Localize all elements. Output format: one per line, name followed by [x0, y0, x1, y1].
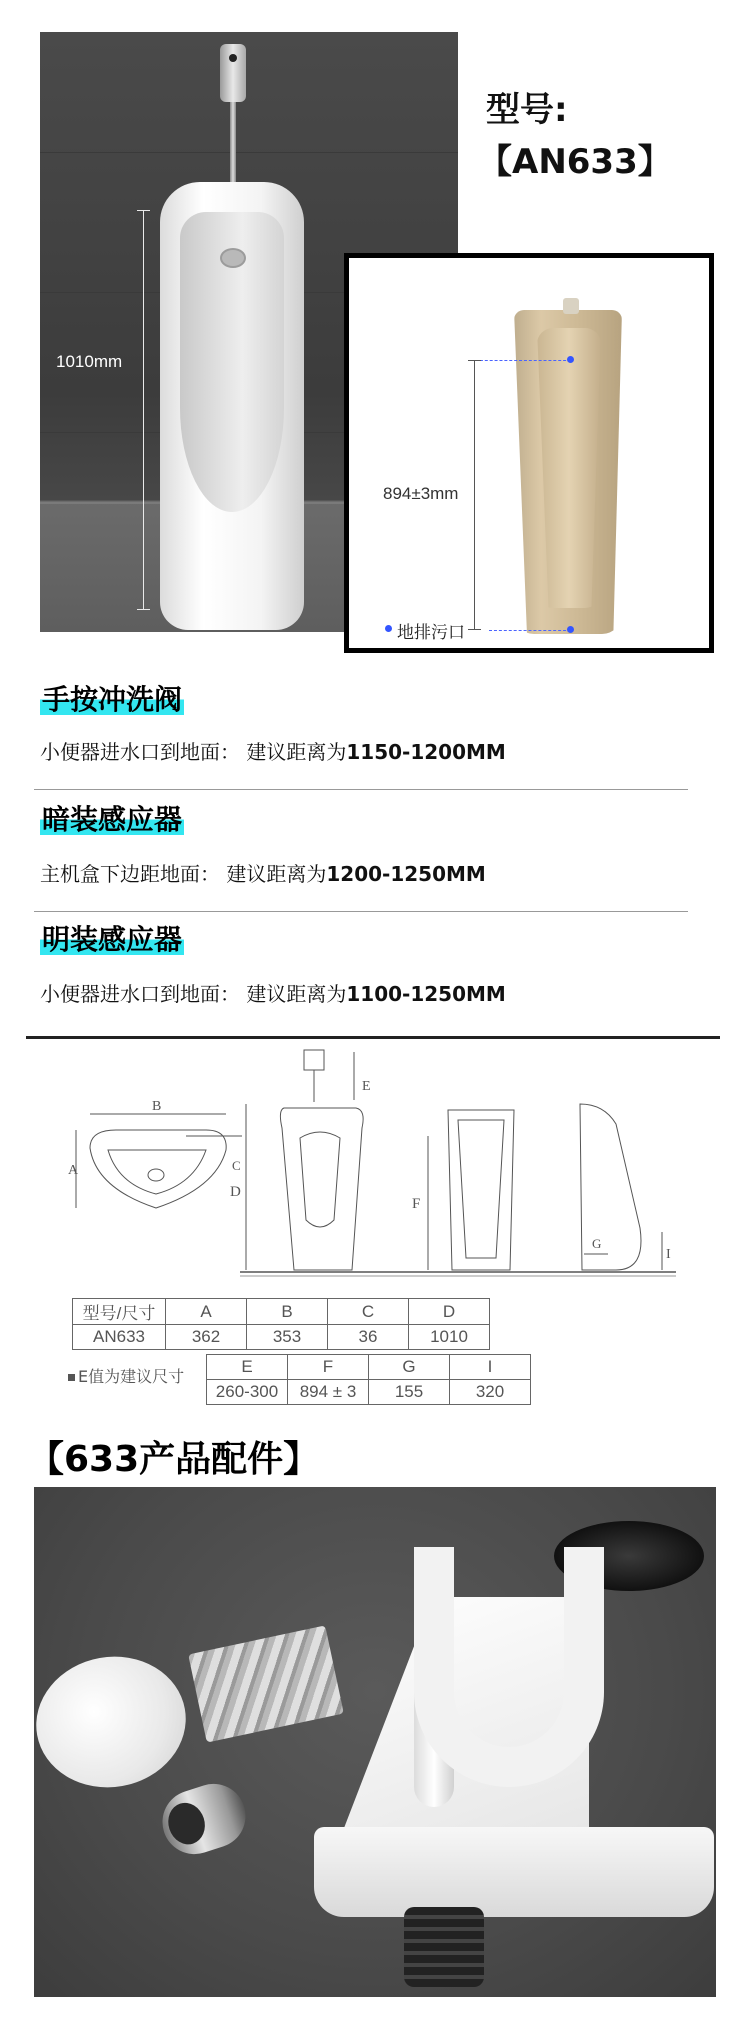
table-cell: 353 [247, 1325, 328, 1350]
model-code: 【AN633】 [478, 142, 672, 182]
table-cell: C [328, 1299, 409, 1325]
table-header-row [207, 1355, 531, 1380]
inlet-guide-line [475, 360, 571, 361]
table-cell: I [450, 1355, 531, 1380]
table-row [207, 1380, 531, 1405]
table-cell: 320 [450, 1380, 531, 1405]
side-view-outline [580, 1104, 641, 1270]
metal-connector [154, 1776, 254, 1863]
trap-pipe-u [414, 1547, 604, 1787]
spec-value: 1200-1250MM [326, 862, 486, 886]
spec-title-concealed-sensor: 暗装感应器 [42, 803, 183, 836]
label-f: F [412, 1196, 421, 1212]
table-cell: D [409, 1299, 490, 1325]
top-view-drain [148, 1169, 164, 1181]
drain-base-plate [314, 1827, 714, 1917]
spec-text: 小便器进水口到地面： 建议距离为 [40, 740, 347, 764]
table-cell: 894 ± 3 [288, 1380, 369, 1405]
flush-inlet [220, 248, 246, 268]
divider [34, 911, 688, 912]
table-cell: F [288, 1355, 369, 1380]
spec-title-manual-valve: 手按冲洗阀 [42, 683, 183, 716]
table-cell: AN633 [73, 1325, 166, 1350]
table-cell: G [369, 1355, 450, 1380]
spec-line-concealed-sensor [40, 860, 486, 888]
back-view-inner [458, 1120, 504, 1258]
spec-line-exposed-sensor [40, 980, 506, 1008]
cover-cap [34, 1645, 196, 1799]
table-note [68, 1364, 184, 1387]
table-cell: 260-300 [207, 1380, 288, 1405]
table-cell: E [207, 1355, 288, 1380]
screw-pack [188, 1625, 344, 1742]
label-g: G [592, 1236, 602, 1251]
label-a: A [68, 1163, 79, 1178]
front-view-bowl [300, 1132, 340, 1227]
divider [34, 789, 688, 790]
drain-marker [567, 626, 574, 633]
table-cell: A [166, 1299, 247, 1325]
height-label: 1010mm [56, 352, 123, 371]
sensor-unit [220, 44, 246, 102]
label-d: D [230, 1184, 241, 1200]
table-cell: 型号/尺寸 [73, 1299, 166, 1325]
spec-text: 小便器进水口到地面： 建议距离为 [40, 982, 347, 1006]
table-note-text: E值为建议尺寸 [78, 1367, 185, 1386]
label-i: I [666, 1247, 671, 1262]
back-view-outline [448, 1110, 514, 1270]
drain-bullet [385, 625, 392, 632]
table-header-row [73, 1299, 490, 1325]
back-view-inset [344, 253, 714, 653]
spec-value: 1150-1200MM [346, 740, 506, 764]
inset-dimension-line [474, 360, 475, 630]
spec-value: 1100-1250MM [346, 982, 506, 1006]
rubber-seal-bottom [404, 1907, 484, 1987]
model-label: 型号: [486, 90, 568, 130]
spec-line-manual-valve [40, 738, 506, 766]
extra-dimension-table [206, 1354, 531, 1405]
spec-title-exposed-sensor: 明装感应器 [42, 923, 183, 956]
bullet-square-icon [68, 1374, 75, 1381]
table-cell: 36 [328, 1325, 409, 1350]
inlet-marker [567, 356, 574, 363]
drain-label: 地排污口 [397, 623, 465, 643]
accessories-title: 【633产品配件】 [28, 1439, 320, 1480]
height-dimension-line [143, 210, 144, 610]
sensor-outline [304, 1050, 324, 1070]
drain-guide-line [489, 630, 571, 631]
label-b: B [152, 1099, 162, 1114]
dimension-table [72, 1298, 490, 1350]
table-row [73, 1325, 490, 1350]
top-view-bowl [108, 1150, 206, 1194]
label-e: E [362, 1079, 371, 1094]
spec-text: 主机盒下边距地面： 建议距离为 [40, 862, 327, 886]
accessories-photo [34, 1487, 716, 1997]
table-cell: B [247, 1299, 328, 1325]
table-cell: 362 [166, 1325, 247, 1350]
label-c: C [232, 1158, 241, 1173]
inset-dimension-label: 894±3mm [383, 484, 459, 503]
table-cell: 1010 [409, 1325, 490, 1350]
inlet-nub [563, 298, 579, 314]
table-cell: 155 [369, 1380, 450, 1405]
